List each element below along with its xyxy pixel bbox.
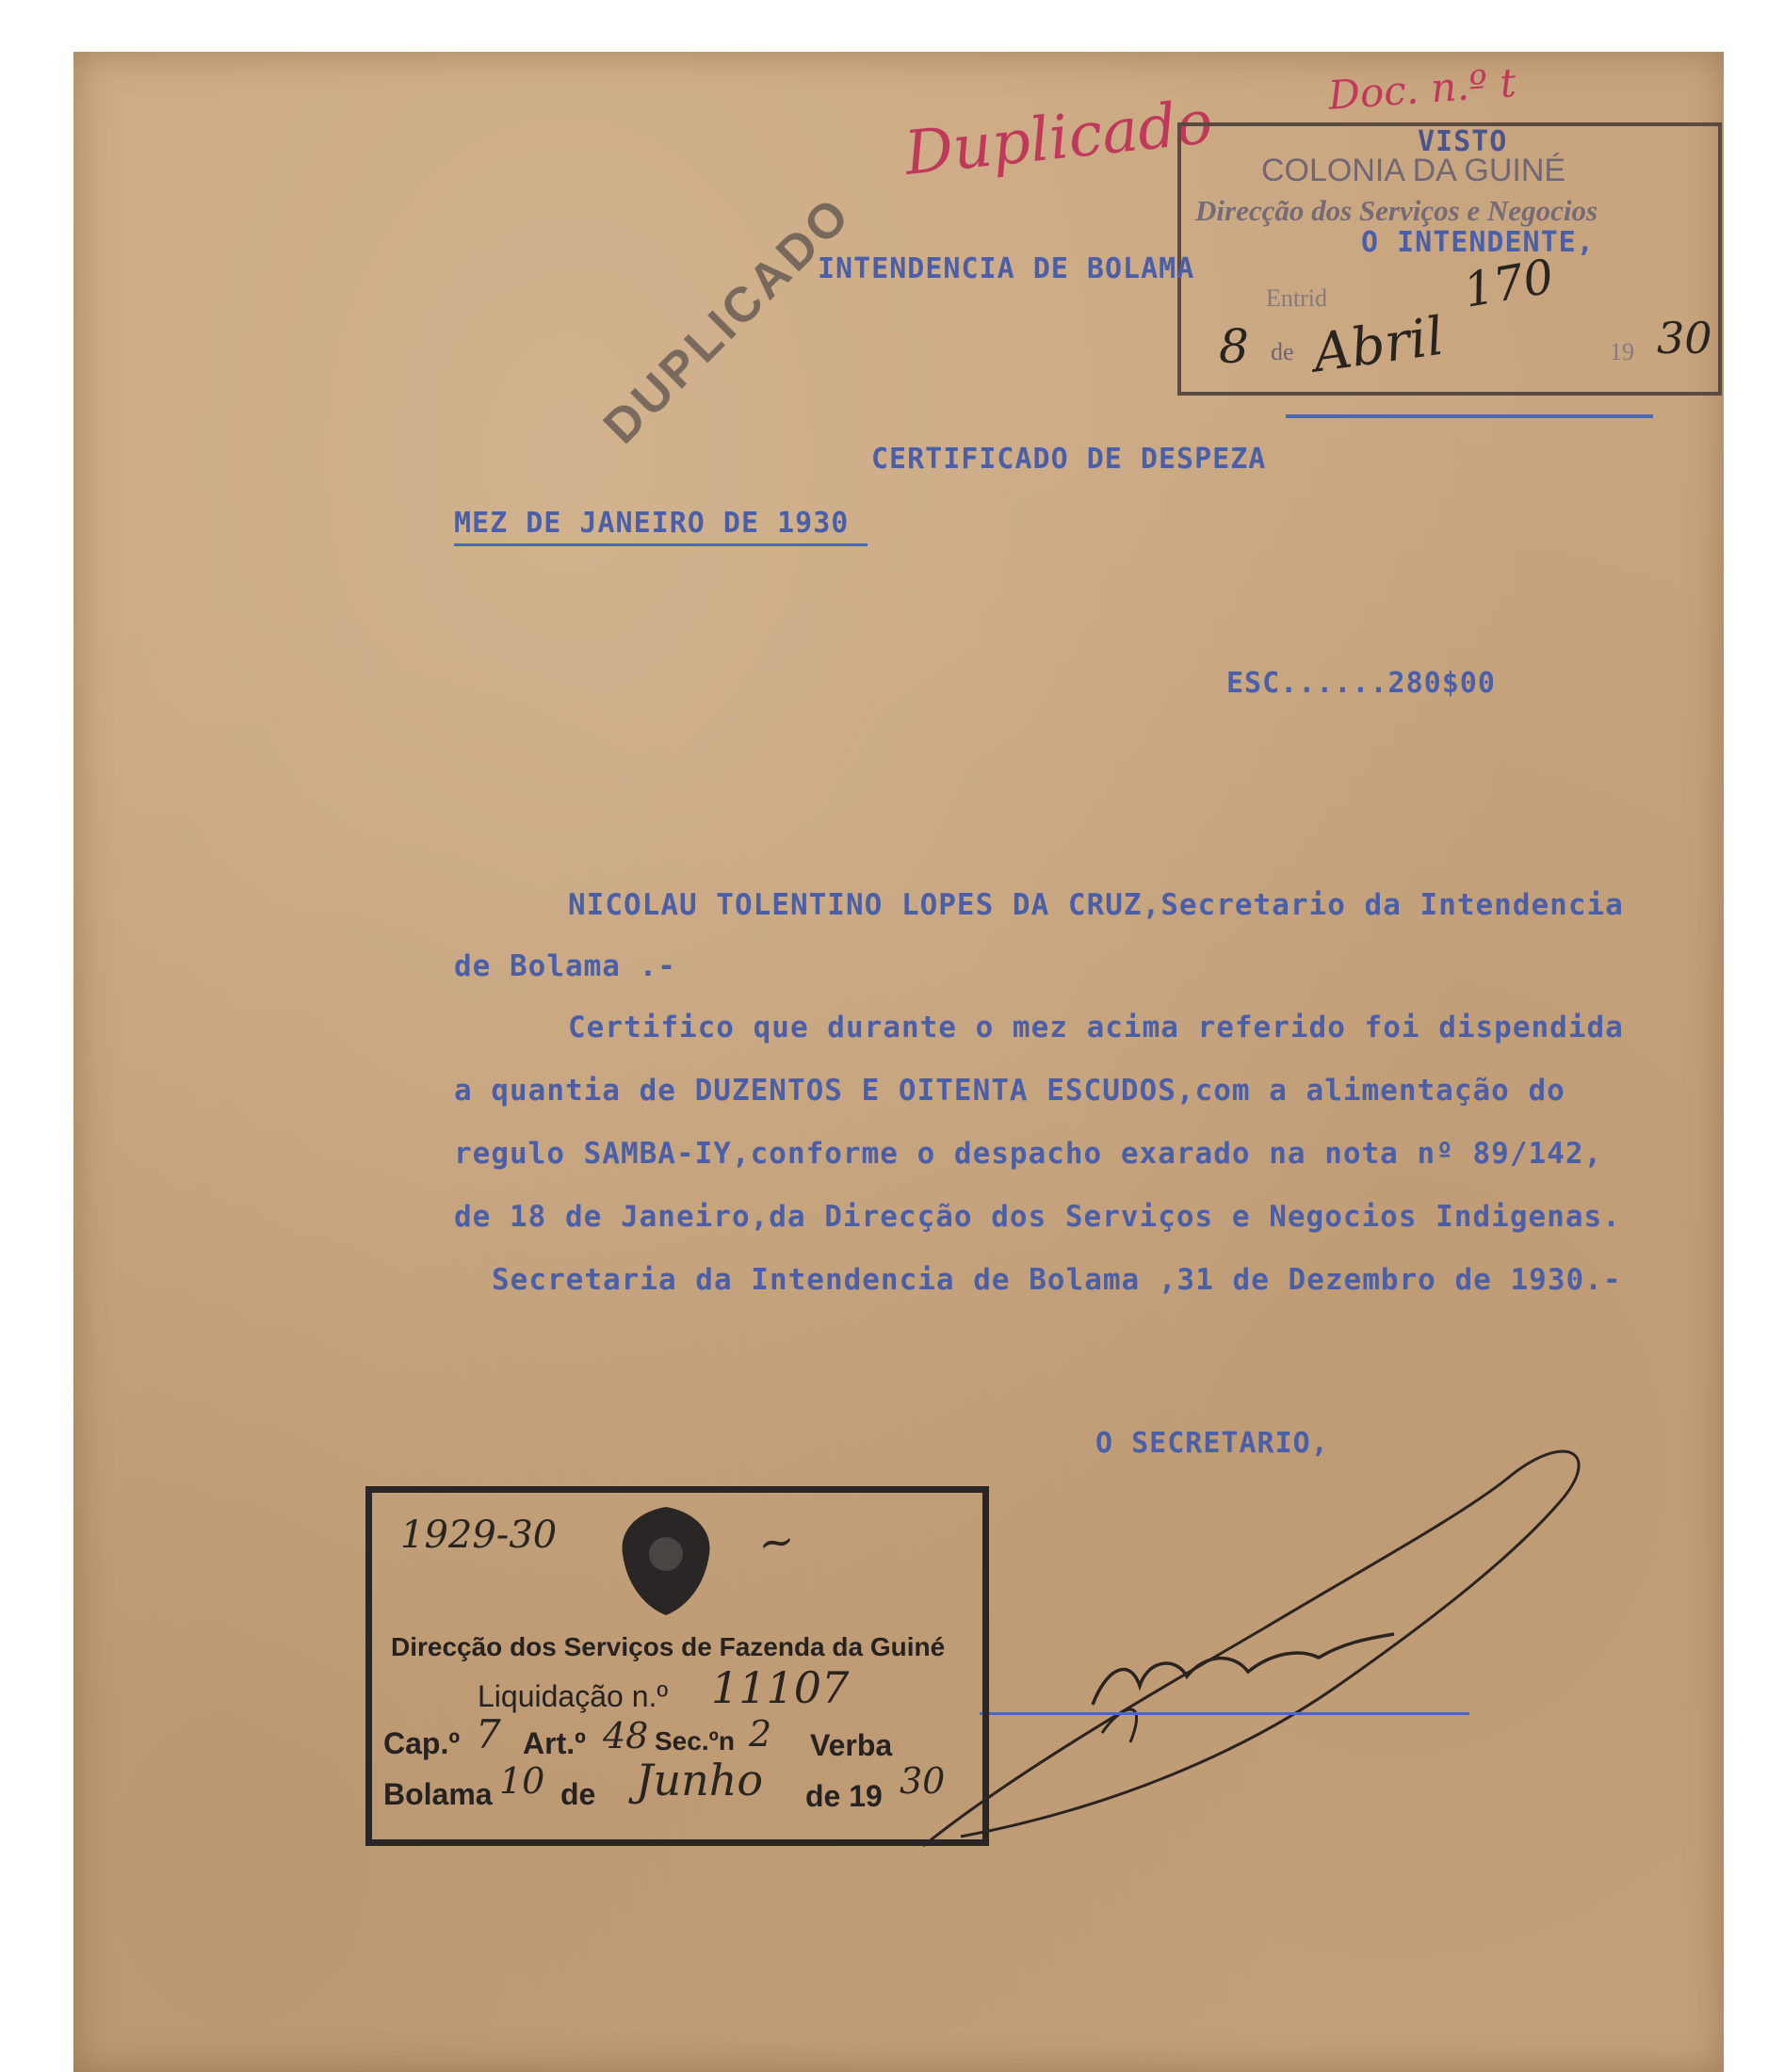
- bolama-label: Bolama: [383, 1777, 493, 1811]
- duplicado-stamp: DUPLICADO: [593, 186, 863, 455]
- secretario-signature-rule: [980, 1712, 1469, 1715]
- visto-stamp-month: Abril: [1309, 305, 1448, 385]
- amount-value: ESC......280$00: [1226, 667, 1496, 700]
- visto-stamp-year-prefix: 19: [1610, 338, 1634, 365]
- body-line-2: de Bolama .-: [454, 949, 676, 983]
- sec-label: Sec.ºn: [655, 1726, 735, 1756]
- visto-stamp: [1177, 122, 1722, 396]
- cap-label: Cap.º: [383, 1726, 461, 1760]
- o-intendente-label: O INTENDENTE,: [1361, 226, 1595, 259]
- art-value: 48: [603, 1715, 649, 1756]
- visto-stamp-year-suffix: 30: [1657, 313, 1712, 364]
- liquidacao-header: Direcção dos Serviços de Fazenda da Guiné: [391, 1632, 946, 1661]
- visto-stamp-line1: COLONIA DA GUINÉ: [1261, 153, 1566, 188]
- liquidacao-de-1: de: [560, 1777, 596, 1811]
- art-label: Art.º: [523, 1726, 586, 1760]
- liquidacao-year: 1929-30: [400, 1514, 558, 1557]
- visto-stamp-de: de: [1271, 338, 1294, 365]
- handwritten-duplicado: Duplicado: [901, 88, 1216, 189]
- body-line-6: de 18 de Janeiro,da Direcção dos Serviços e Negocios Indigenas.: [454, 1200, 1621, 1234]
- body-line-5: regulo SAMBA-IY,conforme o despacho exarado na nota nº 89/142,: [454, 1137, 1603, 1171]
- intendencia-heading: INTENDENCIA DE BOLAMA: [818, 252, 1195, 285]
- intendente-signature-rule: [1286, 414, 1653, 418]
- body-line-3: Certifico que durante o mez acima referido foi dispendida: [568, 1011, 1624, 1044]
- visto-stamp-line2: Direcção dos Serviços e Negocios: [1195, 194, 1598, 227]
- liquidacao-de-2: de 19: [805, 1779, 883, 1813]
- sec-value: 2: [749, 1713, 772, 1755]
- secretario-signature: [904, 1432, 1620, 1865]
- liquidacao-stamp: [365, 1486, 989, 1846]
- document-title: CERTIFICADO DE DESPEZA: [871, 443, 1267, 476]
- liquidacao-month: Junho: [636, 1755, 764, 1805]
- body-line-4: a quantia de DUZENTOS E OITENTA ESCUDOS,com a alimentação do: [454, 1074, 1565, 1108]
- visto-stamp-day: 8: [1219, 319, 1249, 374]
- liquidacao-day: 10: [499, 1760, 545, 1802]
- handwritten-doc-note: Doc. n.º t: [1326, 59, 1518, 119]
- visto-label: VISTO: [1418, 125, 1508, 158]
- coat-of-arms-icon: [609, 1502, 722, 1620]
- liquidacao-label: Liquidação n.º: [478, 1679, 669, 1713]
- verba-label: Verba: [810, 1728, 893, 1762]
- visto-stamp-entrada-label: Entrid: [1266, 284, 1327, 312]
- visto-stamp-entrada-number: 170: [1459, 249, 1558, 318]
- period-heading: MEZ DE JANEIRO DE 1930: [454, 507, 868, 546]
- cap-value: 7: [476, 1711, 501, 1757]
- secretario-label: O SECRETARIO,: [1095, 1427, 1329, 1460]
- liquidacao-year-suffix: 30: [900, 1760, 946, 1802]
- body-line-1: NICOLAU TOLENTINO LOPES DA CRUZ,Secretario da Intendencia: [568, 888, 1624, 922]
- body-line-7: Secretaria da Intendencia de Bolama ,31 de Dezembro de 1930.-: [492, 1263, 1622, 1297]
- liquidacao-number: 11107: [711, 1662, 850, 1713]
- liquidacao-signature-initials: ~: [754, 1514, 799, 1570]
